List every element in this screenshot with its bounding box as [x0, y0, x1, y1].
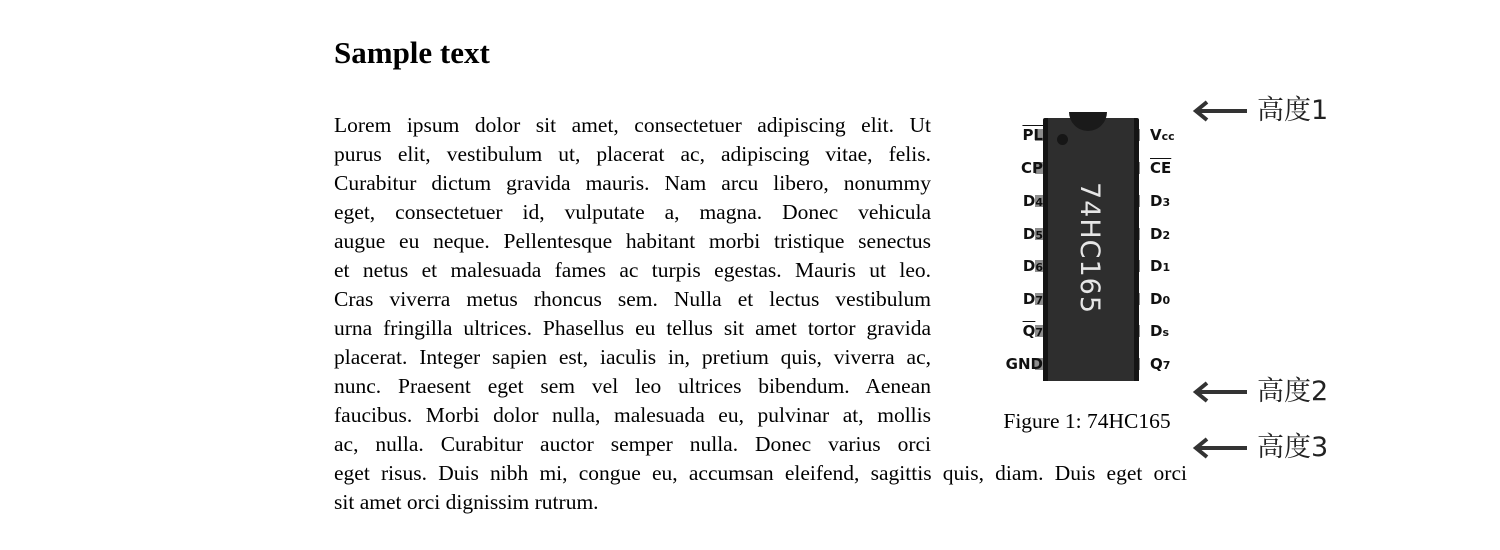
left-arrow-icon: [1192, 437, 1250, 459]
pin-label-ds: Ds: [1150, 322, 1170, 340]
pin-label-d3: D3: [1150, 192, 1171, 210]
pin-label-d7: D7: [1022, 290, 1043, 308]
pin-label-d2: D2: [1150, 225, 1171, 243]
height1-marker: [1192, 92, 1352, 132]
paragraph-line: et netus et malesuada fames ac turpis egestas. Mauris ut leo.: [334, 258, 931, 282]
height2-label: 高度2: [1257, 376, 1329, 407]
paragraph-line: placerat. Integer sapien est, iaculis in, pretium quis, viverra ac,: [334, 345, 931, 369]
pin-label-pl: $\overline{PL}$: [1022, 126, 1043, 144]
paragraph-line: purus elit, vestibulum ut, placerat ac, adipiscing vitae, felis.: [334, 142, 931, 166]
pin-label-ce: $\overline{CE}$: [1150, 159, 1172, 177]
pin-label-q7-inverted: $\overline{Q}7$: [1022, 322, 1043, 340]
pin-label-d4: D4: [1022, 192, 1043, 210]
pin-label-d0: D0: [1150, 290, 1171, 308]
left-arrow-icon: [1192, 381, 1250, 403]
paragraph-line: Cras viverra metus rhoncus sem. Nulla et lectus vestibulum: [334, 287, 931, 311]
paragraph-line: eget, consectetuer id, vulputate a, magna. Donec vehicula: [334, 200, 931, 224]
pin-label-d1: D1: [1150, 257, 1171, 275]
height3-label: 高度3: [1257, 432, 1329, 463]
paragraph-line: eget risus. Duis nibh mi, congue eu, accumsan eleifend, sagittis quis, diam. Duis eget orci: [334, 461, 1187, 485]
pin-label-d5: D5: [1022, 225, 1043, 243]
left-arrow-icon: [1192, 100, 1250, 122]
pin-label-d6: D6: [1022, 257, 1043, 275]
paragraph-line: Curabitur dictum gravida mauris. Nam arcu libero, nonummy: [334, 171, 931, 195]
pin-label-gnd: GND: [1005, 355, 1043, 373]
document-title: Sample text: [334, 35, 490, 70]
paragraph-line: ac, nulla. Curabitur auctor semper nulla. Donec varius orci: [334, 432, 931, 456]
pin-label-q7: Q7: [1150, 355, 1171, 373]
paragraph-line: nunc. Praesent eget sem vel leo ultrices bibendum. Aenean: [334, 374, 931, 398]
height3-marker: [1192, 429, 1352, 469]
pin1-dot: [1057, 134, 1068, 145]
chip-diagram-74hc165: 74HC165 $\overline{PL}$ CP D4 D5 D6 D7 $\overline{Q}7$ GND Vcc $\overline{CE}$ D3 D2 D1 D0 Ds Q7: [980, 112, 1190, 382]
figure-caption: Figure 1: 74HC165: [1003, 409, 1171, 433]
height2-marker: [1192, 373, 1352, 413]
paragraph-line: Lorem ipsum dolor sit amet, consectetuer adipiscing elit. Ut: [334, 113, 931, 137]
height1-label: 高度1: [1257, 95, 1329, 126]
pin-label-vcc: Vcc: [1150, 126, 1175, 144]
paragraph-line: faucibus. Morbi dolor nulla, malesuada eu, pulvinar at, mollis: [334, 403, 931, 427]
paragraph-line: urna fringilla ultrices. Phasellus eu tellus sit amet tortor gravida: [334, 316, 931, 340]
paragraph-line: sit amet orci dignissim rutrum.: [334, 490, 599, 514]
pin-label-cp: CP: [1020, 159, 1043, 177]
paragraph-line: augue eu neque. Pellentesque habitant morbi tristique senectus: [334, 229, 931, 253]
